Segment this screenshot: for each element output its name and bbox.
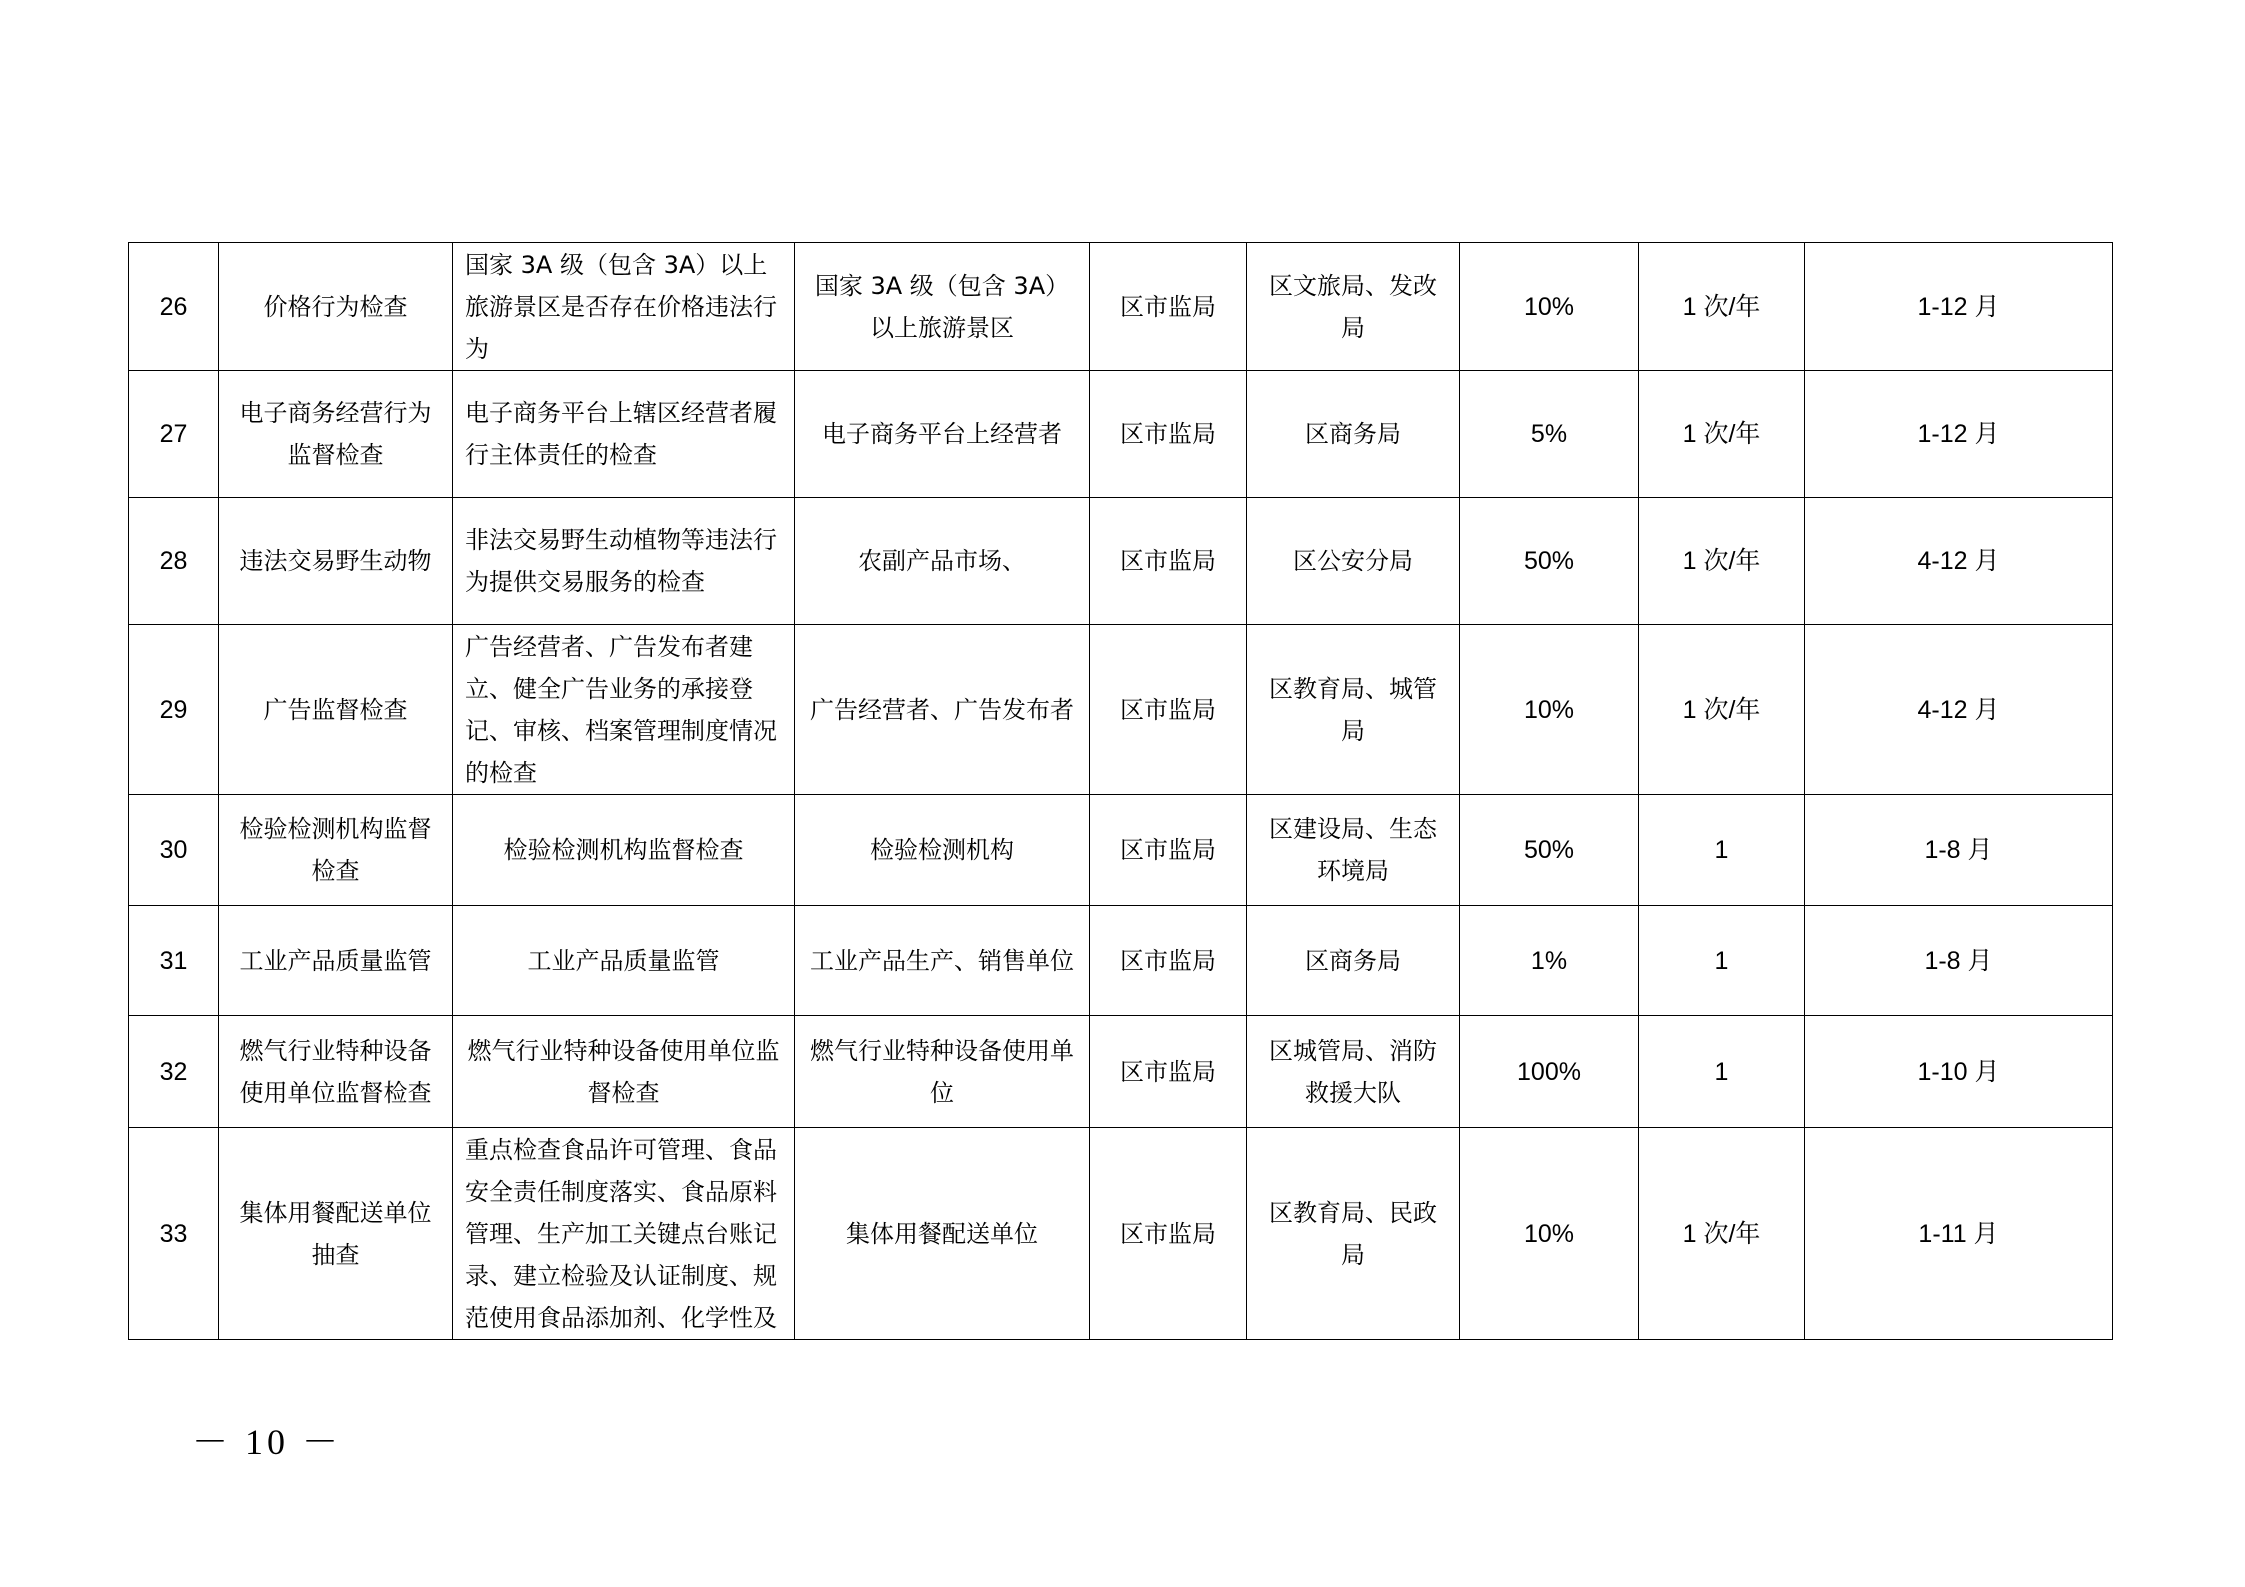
inspection-period: 1-11 月 (1805, 1128, 2113, 1340)
inspection-period: 4-12 月 (1805, 498, 2113, 625)
row-number: 32 (129, 1016, 219, 1128)
joint-departments: 区文旅局、发改局 (1247, 243, 1460, 371)
lead-department: 区市监局 (1090, 906, 1247, 1016)
inspection-object: 国家 3A 级（包含 3A）以上旅游景区 (795, 243, 1090, 371)
inspection-item: 工业产品质量监管 (219, 906, 453, 1016)
lead-department: 区市监局 (1090, 243, 1247, 371)
sampling-rate: 100% (1460, 1016, 1639, 1128)
row-number: 27 (129, 371, 219, 498)
table-row (129, 625, 2113, 795)
lead-department: 区市监局 (1090, 1016, 1247, 1128)
sampling-rate: 5% (1460, 371, 1639, 498)
inspection-object: 广告经营者、广告发布者 (795, 625, 1090, 795)
lead-department: 区市监局 (1090, 795, 1247, 906)
inspection-item: 广告监督检查 (219, 625, 453, 795)
table-body (129, 243, 2113, 1340)
joint-departments: 区教育局、城管局 (1247, 625, 1460, 795)
joint-departments: 区商务局 (1247, 371, 1460, 498)
inspection-object: 检验检测机构 (795, 795, 1090, 906)
inspection-period: 1-8 月 (1805, 795, 2113, 906)
inspection-object: 电子商务平台上经营者 (795, 371, 1090, 498)
joint-departments: 区建设局、生态环境局 (1247, 795, 1460, 906)
table-row (129, 371, 2113, 498)
inspection-period: 1-12 月 (1805, 371, 2113, 498)
joint-departments: 区商务局 (1247, 906, 1460, 1016)
sampling-rate: 50% (1460, 795, 1639, 906)
inspection-item: 价格行为检查 (219, 243, 453, 371)
page-number: － 10 － (192, 1422, 343, 1462)
inspection-object: 燃气行业特种设备使用单位 (795, 1016, 1090, 1128)
row-number: 29 (129, 625, 219, 795)
table-row (129, 906, 2113, 1016)
inspection-object: 农副产品市场、 (795, 498, 1090, 625)
inspection-frequency: 1 次/年 (1639, 371, 1805, 498)
table-row (129, 498, 2113, 625)
inspection-period: 4-12 月 (1805, 625, 2113, 795)
inspection-frequency: 1 次/年 (1639, 625, 1805, 795)
sampling-rate: 1% (1460, 906, 1639, 1016)
inspection-item: 燃气行业特种设备使用单位监督检查 (219, 1016, 453, 1128)
inspection-object: 工业产品生产、销售单位 (795, 906, 1090, 1016)
table-row (129, 1128, 2113, 1340)
inspection-content: 电子商务平台上辖区经营者履行主体责任的检查 (453, 371, 795, 498)
row-number: 31 (129, 906, 219, 1016)
lead-department: 区市监局 (1090, 625, 1247, 795)
lead-department: 区市监局 (1090, 498, 1247, 625)
sampling-rate: 10% (1460, 625, 1639, 795)
inspection-item: 集体用餐配送单位抽查 (219, 1128, 453, 1340)
inspection-content: 重点检查食品许可管理、食品安全责任制度落实、食品原料管理、生产加工关键点台账记录、建立检验及认证制度、规范使用食品添加剂、化学性及 (453, 1128, 795, 1340)
row-number: 30 (129, 795, 219, 906)
row-number: 26 (129, 243, 219, 371)
inspection-content: 燃气行业特种设备使用单位监督检查 (453, 1016, 795, 1128)
inspection-frequency: 1 次/年 (1639, 1128, 1805, 1340)
row-number: 28 (129, 498, 219, 625)
joint-departments: 区教育局、民政局 (1247, 1128, 1460, 1340)
inspection-content: 广告经营者、广告发布者建立、健全广告业务的承接登记、审核、档案管理制度情况的检查 (453, 625, 795, 795)
inspection-period: 1-8 月 (1805, 906, 2113, 1016)
inspection-content: 国家 3A 级（包含 3A）以上旅游景区是否存在价格违法行为 (453, 243, 795, 371)
sampling-rate: 10% (1460, 1128, 1639, 1340)
inspection-item: 违法交易野生动物 (219, 498, 453, 625)
inspection-item: 电子商务经营行为监督检查 (219, 371, 453, 498)
inspection-object: 集体用餐配送单位 (795, 1128, 1090, 1340)
table-row (129, 1016, 2113, 1128)
table-row (129, 795, 2113, 906)
table-row (129, 243, 2113, 371)
inspection-frequency: 1 (1639, 1016, 1805, 1128)
row-number: 33 (129, 1128, 219, 1340)
inspection-frequency: 1 (1639, 795, 1805, 906)
inspection-frequency: 1 次/年 (1639, 243, 1805, 371)
inspection-frequency: 1 (1639, 906, 1805, 1016)
lead-department: 区市监局 (1090, 1128, 1247, 1340)
inspection-period: 1-12 月 (1805, 243, 2113, 371)
inspection-item: 检验检测机构监督检查 (219, 795, 453, 906)
inspection-frequency: 1 次/年 (1639, 498, 1805, 625)
inspection-content: 工业产品质量监管 (453, 906, 795, 1016)
inspection-content: 非法交易野生动植物等违法行为提供交易服务的检查 (453, 498, 795, 625)
inspection-content: 检验检测机构监督检查 (453, 795, 795, 906)
lead-department: 区市监局 (1090, 371, 1247, 498)
sampling-rate: 50% (1460, 498, 1639, 625)
inspection-table (128, 242, 2113, 1340)
inspection-period: 1-10 月 (1805, 1016, 2113, 1128)
joint-departments: 区公安分局 (1247, 498, 1460, 625)
joint-departments: 区城管局、消防救援大队 (1247, 1016, 1460, 1128)
sampling-rate: 10% (1460, 243, 1639, 371)
